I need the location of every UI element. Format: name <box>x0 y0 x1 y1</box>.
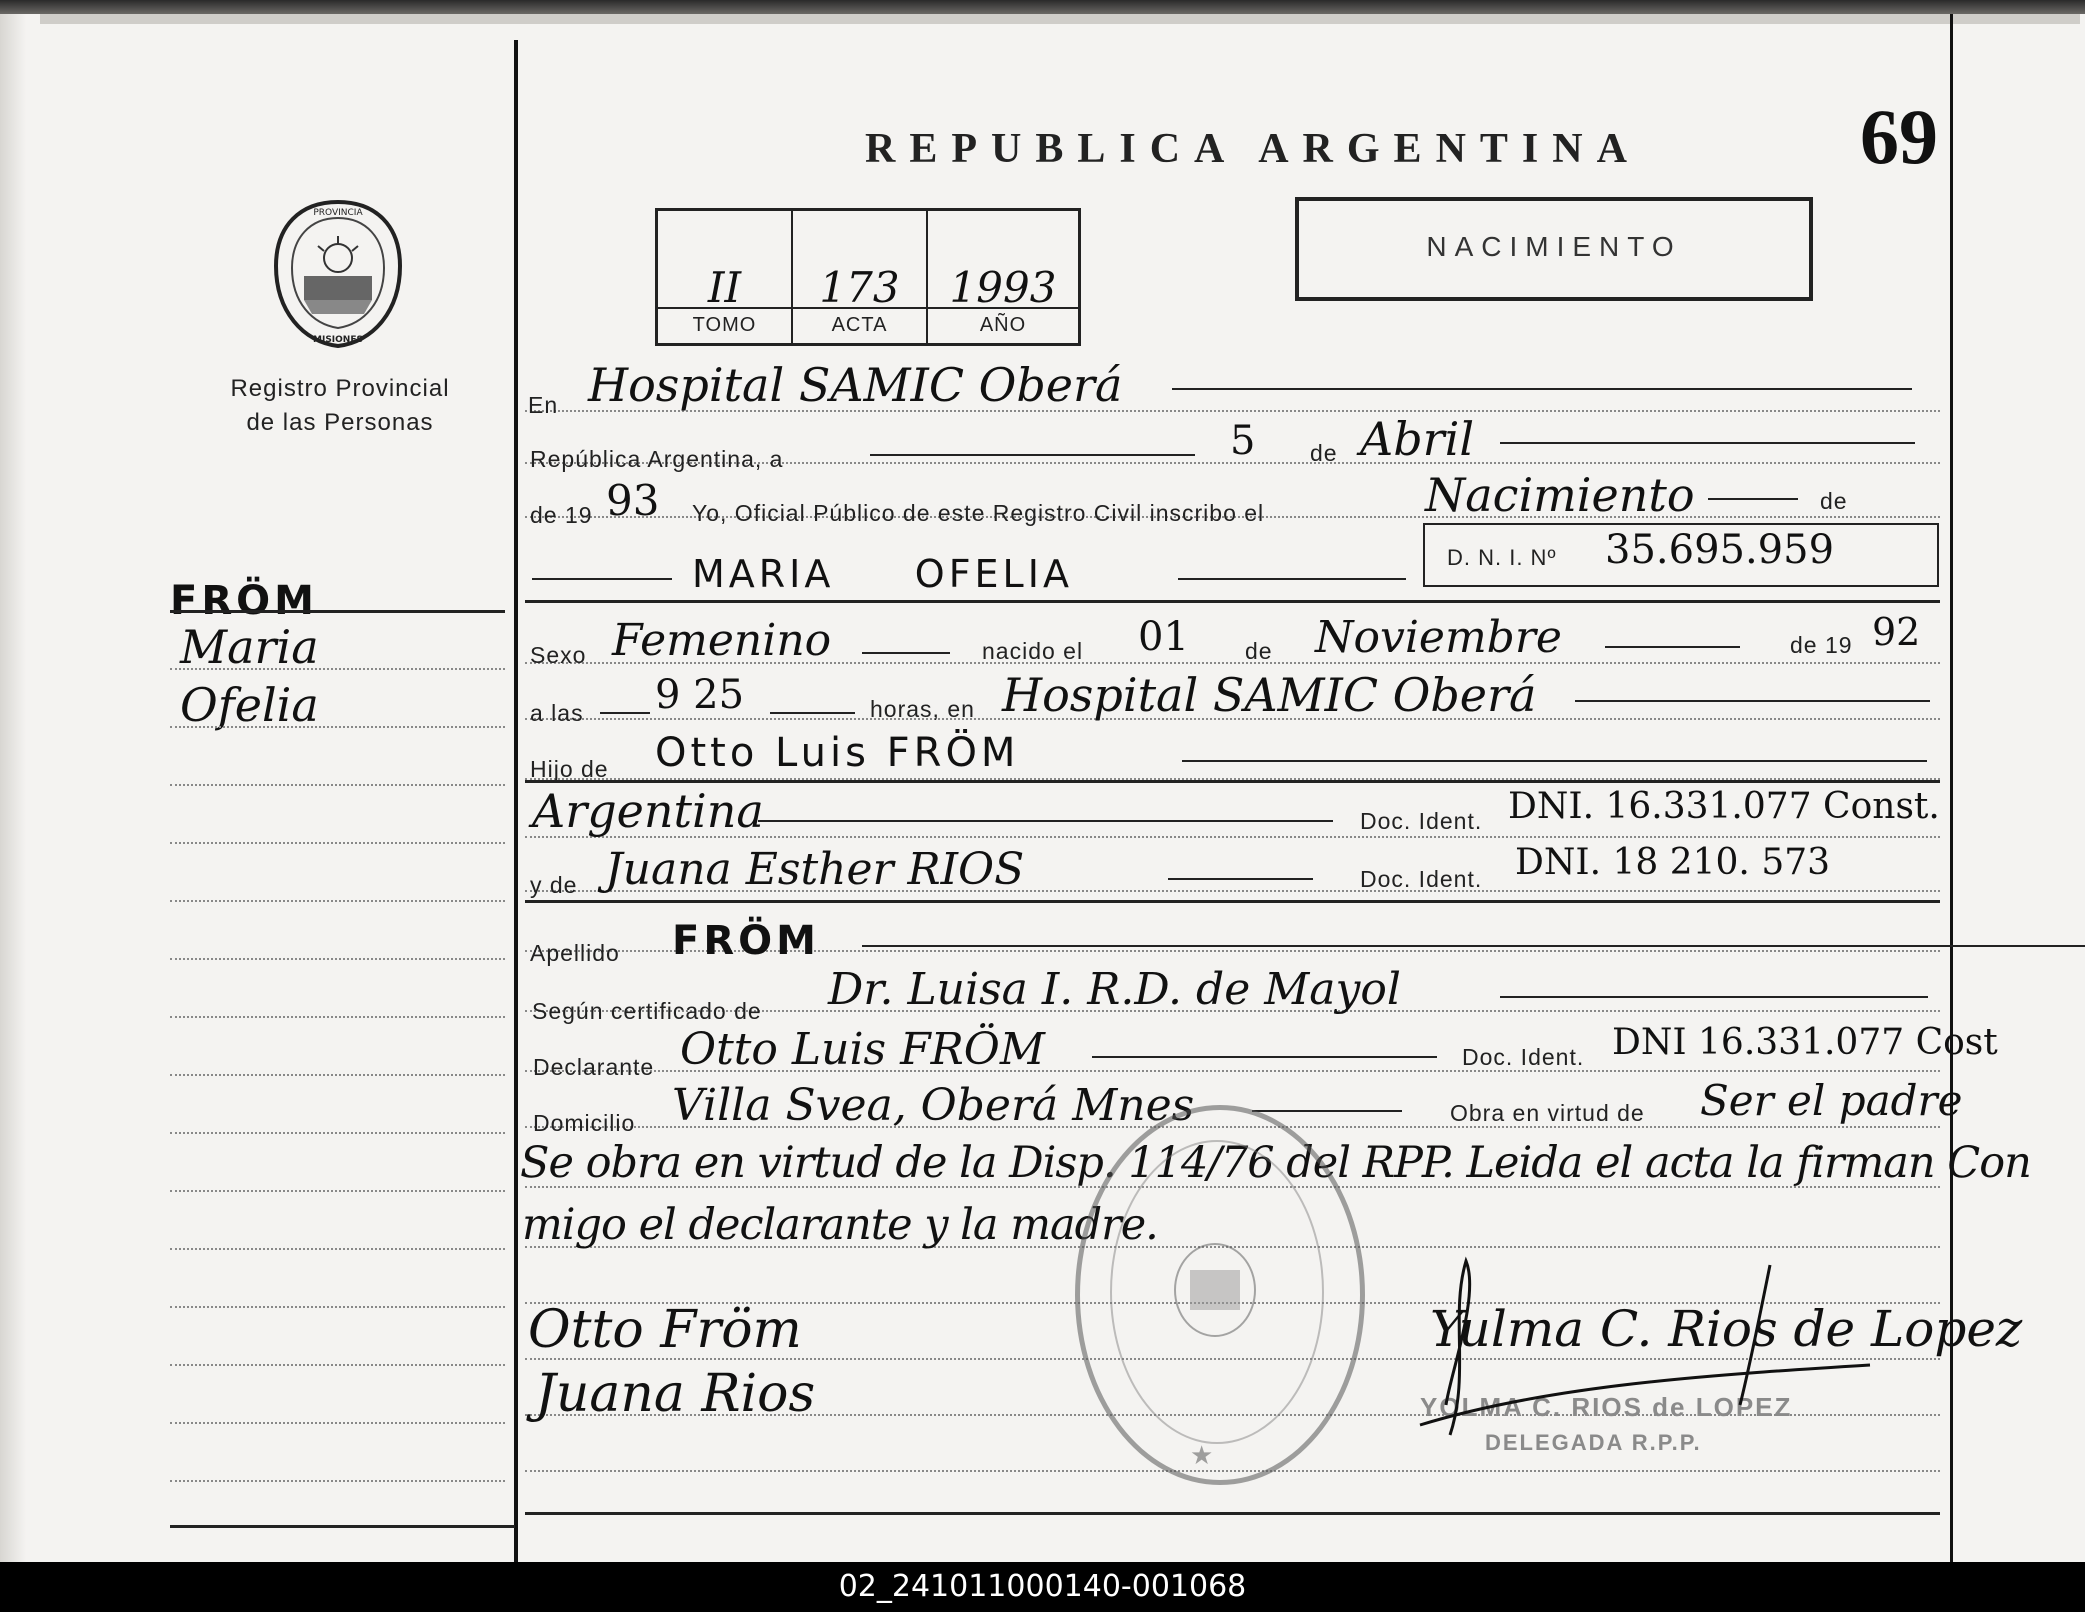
margin-underline <box>170 610 505 613</box>
province-seal-icon <box>268 196 408 351</box>
year-prefix-label: de 19 <box>530 502 593 528</box>
event-value: Nacimiento <box>1425 468 1695 522</box>
de-label-2: de <box>1820 488 1848 514</box>
hijo-label: Hijo de <box>530 756 609 782</box>
tomo-cell <box>658 211 793 343</box>
mother-doc-value: DNI. 18 210. 573 <box>1515 842 1831 883</box>
republica-label: República Argentina, a <box>530 446 784 472</box>
month-value: Abril <box>1360 412 1475 466</box>
form-section-rule <box>525 600 1940 603</box>
father-name-value: Otto Luis FRÖM <box>655 730 1020 776</box>
acta-cell <box>793 211 928 343</box>
margin-rule <box>170 1480 505 1482</box>
svg-text:MISIONES: MISIONES <box>313 335 363 345</box>
margin-rule <box>170 842 505 844</box>
fill-line <box>1500 442 1915 444</box>
birth-day-value: 01 <box>1138 614 1189 660</box>
fill-line <box>1575 700 1930 702</box>
day-value: 5 <box>1230 418 1256 464</box>
anio-cell <box>928 211 1078 343</box>
place-value: Hospital SAMIC Oberá <box>588 358 1123 412</box>
fill-line <box>1178 578 1406 580</box>
dni-box <box>1423 523 1939 587</box>
obra-value: Ser el padre <box>1700 1076 1963 1125</box>
margin-rule <box>170 668 505 670</box>
margin-surname: FRÖM <box>170 578 318 624</box>
margin-second-name: Ofelia <box>180 678 319 732</box>
notes-line-1: Se obra en virtud de la Disp. 114/76 del RPP. Leida el acta la firman Con <box>520 1138 2031 1188</box>
fill-line <box>1182 760 1927 762</box>
father-signature: Otto Fröm <box>528 1300 802 1360</box>
domicilio-label: Domicilio <box>533 1110 636 1136</box>
margin-rule <box>170 1248 505 1250</box>
seal-emblem-icon <box>1170 1240 1260 1340</box>
page-fold <box>40 14 2080 24</box>
acta-label: ACTA <box>831 314 888 336</box>
fill-line <box>1500 996 1928 998</box>
dni-value: 35.695.959 <box>1605 527 1835 573</box>
fill-line <box>870 454 1195 456</box>
record-type-box <box>1295 197 1813 301</box>
alas-label: a las <box>530 700 584 726</box>
margin-first-name: Maria <box>180 620 319 674</box>
form-section-rule <box>525 900 1940 903</box>
mother-signature: Juana Rios <box>535 1364 816 1424</box>
birth-place-value: Hospital SAMIC Oberá <box>1002 668 1537 722</box>
margin-rule <box>170 1016 505 1018</box>
margin-rule <box>170 784 505 786</box>
svg-text:PROVINCIA: PROVINCIA <box>313 208 363 218</box>
record-number-box <box>655 208 1081 346</box>
tomo-value: II <box>707 263 742 312</box>
official-stamp-title: DELEGADA R.P.P. <box>1485 1430 1702 1455</box>
father-nationality-value: Argentina <box>532 784 764 838</box>
tomo-label: TOMO <box>692 314 757 336</box>
dni-label: D. N. I. Nº <box>1447 545 1557 570</box>
book-gutter <box>0 14 26 1562</box>
image-caption: 02_241011000140-001068 <box>0 1562 2085 1612</box>
margin-rule <box>170 1306 505 1308</box>
fill-line <box>1708 498 1798 500</box>
margin-rule <box>170 1190 505 1192</box>
fill-line <box>600 712 650 714</box>
margin-rule <box>170 1422 505 1424</box>
registry-line-2: de las Personas <box>246 409 434 436</box>
margin-rule <box>170 958 505 960</box>
sexo-value: Femenino <box>612 615 832 666</box>
mother-name-value: Juana Esther RIOS <box>605 844 1025 895</box>
en-label: En <box>528 392 559 418</box>
child-name-value: MARIA OFELIA <box>692 552 1073 596</box>
page-top-edge <box>0 0 2085 14</box>
fill-line <box>1172 388 1912 390</box>
birth-month-value: Noviembre <box>1315 612 1562 663</box>
official-signature-stroke <box>1410 1255 1880 1445</box>
year-suffix-value: 93 <box>606 476 660 525</box>
certificado-label: Según certificado de <box>532 998 762 1024</box>
declarante-label: Declarante <box>533 1054 655 1080</box>
fill-line <box>862 652 950 654</box>
birth-year-prefix: de 19 <box>1790 632 1853 658</box>
margin-rule <box>170 726 505 728</box>
declarante-doc-value: DNI 16.331.077 Cost <box>1612 1022 1998 1063</box>
father-doc-value: DNI. 16.331.077 Const. <box>1508 786 1940 827</box>
official-signature: Yulma C. Rios de Lopez <box>1430 1300 2023 1358</box>
apellido-value: FRÖM <box>672 918 820 964</box>
birth-year-suffix: 92 <box>1872 610 1921 654</box>
registry-line-1: Registro Provincial <box>230 375 450 402</box>
doc-ident-label-3: Doc. Ident. <box>1462 1044 1585 1070</box>
record-type: NACIMIENTO <box>1426 231 1682 262</box>
domicilio-value: Villa Svea, Oberá Mnes <box>672 1080 1195 1131</box>
de-label-3: de <box>1245 638 1273 664</box>
nacido-label: nacido el <box>982 638 1084 664</box>
official-stamp-name: YOLMA C. RIOS de LOPEZ <box>1420 1392 1793 1422</box>
margin-rule <box>170 1132 505 1134</box>
oficial-text: Yo, Oficial Público de este Registro Civil inscribo el <box>692 500 1265 526</box>
margin-bottom-rule <box>170 1525 515 1528</box>
doc-ident-label-1: Doc. Ident. <box>1360 808 1483 834</box>
margin-rule <box>170 1364 505 1366</box>
hour-value: 9 25 <box>655 672 745 718</box>
fill-line <box>770 712 855 714</box>
fill-line <box>1252 1110 1402 1112</box>
de-label: de <box>1310 440 1338 466</box>
fill-line <box>532 578 672 580</box>
document-title: REPUBLICA ARGENTINA <box>865 126 1641 172</box>
seal-star-icon: ★ <box>1190 1440 1214 1470</box>
page-number: 69 <box>1860 93 1938 180</box>
certificado-value: Dr. Luisa I. R.D. de Mayol <box>828 964 1401 1015</box>
fill-line <box>1092 1056 1437 1058</box>
form-section-rule <box>525 1512 1940 1515</box>
declarante-value: Otto Luis FRÖM <box>680 1024 1045 1075</box>
notes-line-2: migo el declarante y la madre. <box>522 1200 1158 1250</box>
fill-line <box>1168 878 1313 880</box>
form-section-rule <box>525 780 1940 783</box>
doc-ident-label-2: Doc. Ident. <box>1360 866 1483 892</box>
registry-name <box>180 372 500 440</box>
anio-label: AÑO <box>979 314 1027 336</box>
fill-line <box>1605 646 1740 648</box>
yde-label: y de <box>530 872 578 898</box>
acta-value: 173 <box>819 263 900 312</box>
horas-label: horas, en <box>870 696 975 722</box>
obra-label: Obra en virtud de <box>1450 1100 1645 1126</box>
apellido-label: Apellido <box>530 940 620 966</box>
margin-divider <box>514 40 518 1562</box>
anio-value: 1993 <box>949 263 1057 312</box>
margin-rule <box>170 1074 505 1076</box>
margin-rule <box>170 900 505 902</box>
sexo-label: Sexo <box>530 642 587 668</box>
fill-line <box>758 820 1333 822</box>
fill-line <box>1032 945 2085 947</box>
